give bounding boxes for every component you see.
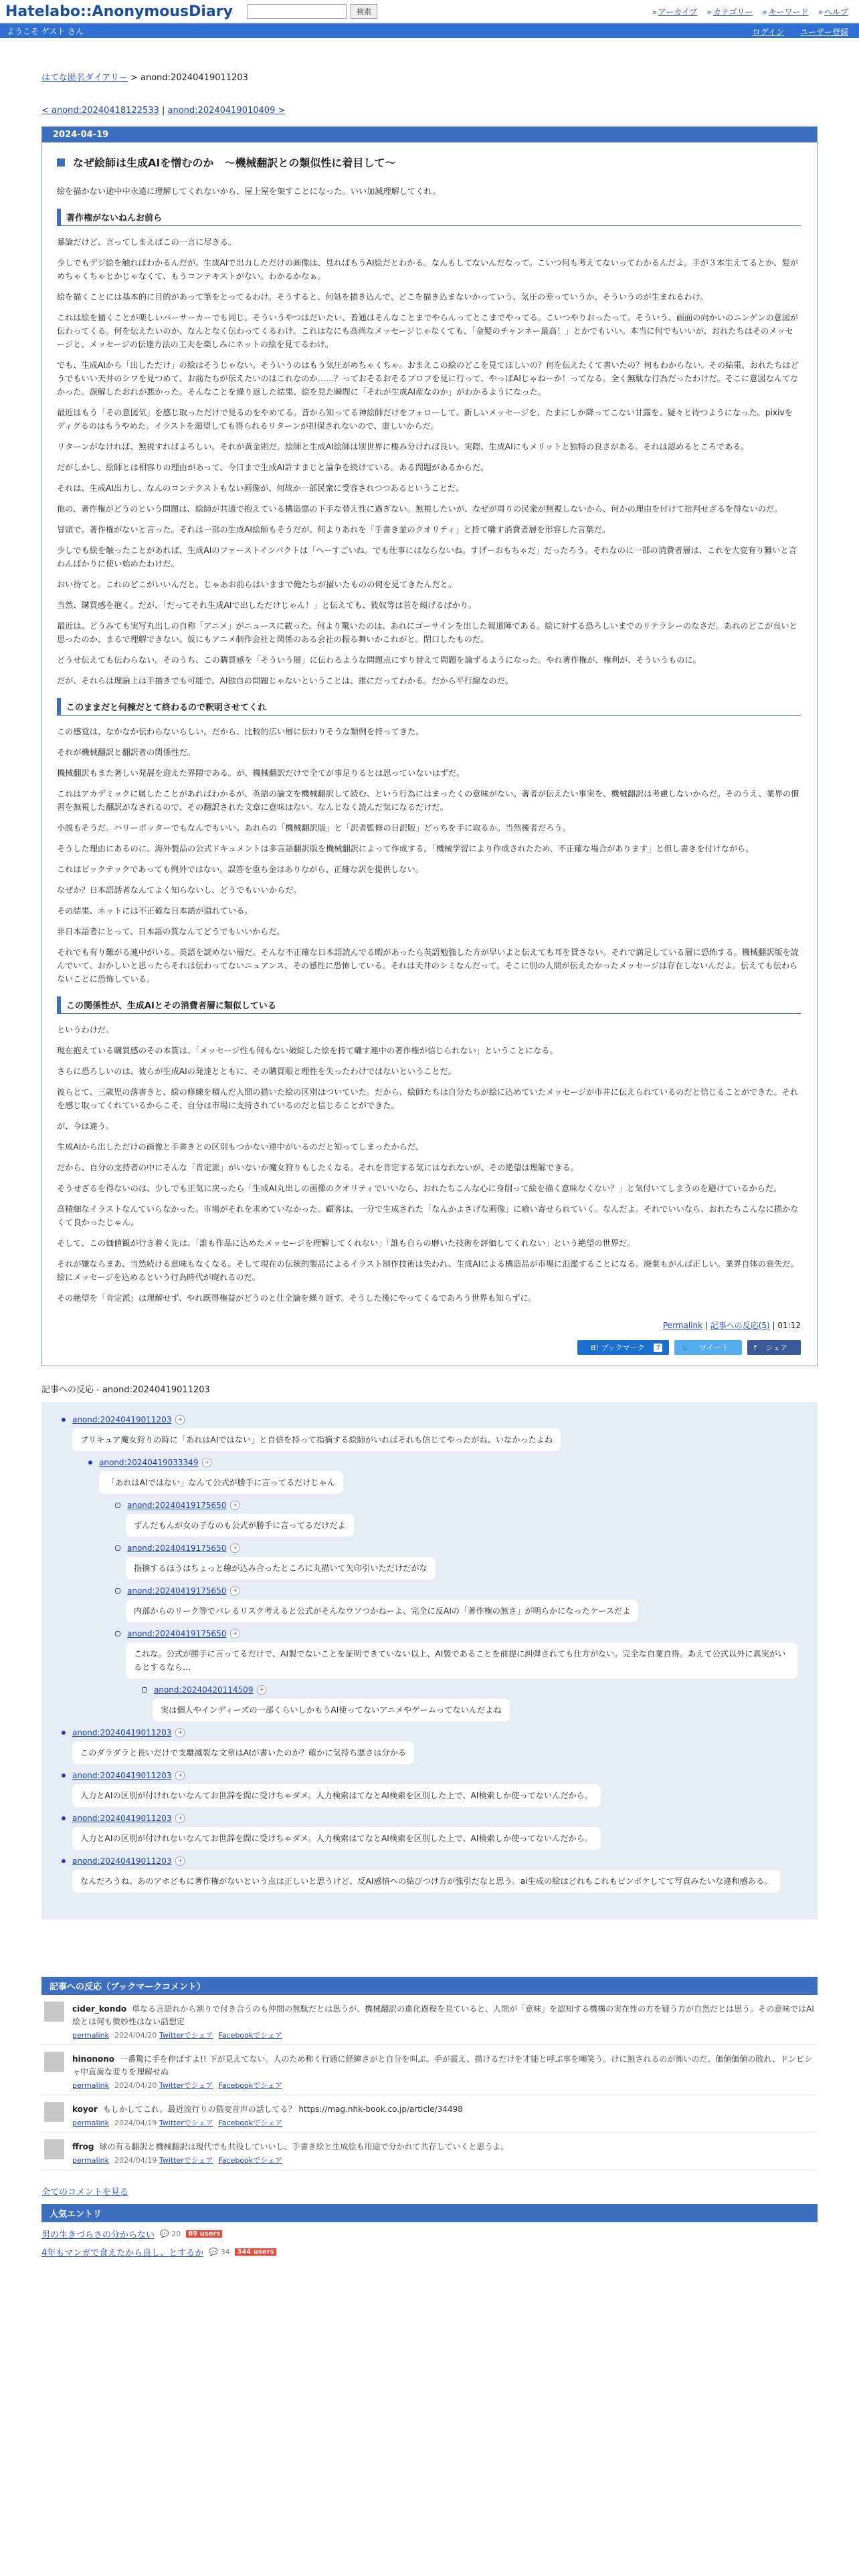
bookmark-content xyxy=(72,2052,815,2090)
entry-title-text: なぜ絵師は生成AIを憎むのか ～機械翻訳との類似性に着目して～ xyxy=(73,156,396,169)
bookmark-user[interactable]: hinonono xyxy=(72,2054,115,2064)
breadcrumb-root[interactable]: はてな匿名ダイアリー xyxy=(41,73,128,83)
top-bar xyxy=(0,0,859,23)
arrow-right-icon: » xyxy=(652,7,657,17)
entry-paragraph: 暴論だけど、言ってしまえばこの一言に尽きる。 xyxy=(57,237,237,247)
bookmark-comment: もしかしてこれ。最近流行りの猫変音声の話してる？ https://mag.nhk-book.co.jp/article/34498 xyxy=(102,2105,463,2114)
bookmark-user[interactable]: cider_kondo xyxy=(72,2004,127,2014)
popular-heading: 人気エントリ xyxy=(41,2204,818,2222)
bookmark-facebook-share[interactable]: Facebookでシェア xyxy=(218,2156,283,2165)
bookmark-comment: 単なる言語れから割りで付き合うのも仲間の無駄だとは思うが、機械翻訳の進化過程を見ていると、人間が「意味」を認知する機構の実在性の方を疑う方が自然だとは思う。その意味ではAI絵とは何も微妙性はない話想定 xyxy=(72,2004,814,2026)
response-excerpt: 「あれはAIではない」なんて公式が勝手に言ってるだけじゃん xyxy=(99,1471,343,1494)
response-item xyxy=(62,1771,797,1807)
bullet-icon xyxy=(62,1418,66,1422)
permalink-link[interactable]: Permalink xyxy=(662,1321,703,1330)
avatar[interactable] xyxy=(44,2102,64,2122)
entry-paragraph: その絶望を「肯定派」は理解せず、やれ既得権益がどうのと仕全論を繰り返す。そうした後にやってくるであろう世界も知らずに。 xyxy=(57,1293,537,1303)
bookmark-twitter-share[interactable]: Twitterでシェア xyxy=(159,2119,213,2127)
bookmark-twitter-share[interactable]: Twitterでシェア xyxy=(159,2081,213,2090)
response-link[interactable]: anond:20240419033349 xyxy=(99,1458,199,1467)
bookmark-meta xyxy=(72,2080,815,2090)
response-link-row xyxy=(62,1856,797,1866)
bookmark-permalink[interactable]: permalink xyxy=(72,2119,109,2127)
response-link[interactable]: anond:20240419011203 xyxy=(72,1415,172,1424)
bookmark-twitter-share[interactable]: Twitterでシェア xyxy=(159,2031,213,2040)
bullet-icon xyxy=(115,1631,120,1636)
breadcrumb xyxy=(41,70,818,83)
bullet-icon xyxy=(62,1731,66,1735)
entry-paragraph: そして、この価値観が行き着く先は、「誰も作品に込めたメッセージを理解してくれない」「誰も自らの磨いた技術を評価してくれない」という絶望の世界だ。 xyxy=(57,1239,636,1248)
entry-paragraph: これはアカデミックに属したことがあればわかるが、英語の論文を機械翻訳して読む、という行為にはまったくの意味がない。著者が伝えたい事実を、機械翻訳は考慮しないからだ。そのうえ、業界の慣習を無視した翻訳がなされるので、その翻訳された文章に意味はない。なんとなく読んだ気になるだけだ。 xyxy=(57,789,799,812)
bullet-icon xyxy=(62,1859,66,1863)
response-link-row xyxy=(62,1771,797,1780)
prev-entry-link[interactable]: < anond:20240418122533 xyxy=(41,106,159,116)
response-link[interactable]: anond:20240419175650 xyxy=(127,1629,227,1638)
response-excerpt: ずんだもんが女の子なのも公式が勝手に言ってるだけだよ xyxy=(126,1514,354,1537)
entry-paragraph: さらに恐ろしいのは、彼らが生成AIの発達とともに、その購買眼と理性を失ったわけではないということだ。 xyxy=(57,1067,456,1076)
bookmark-list xyxy=(41,1995,818,2170)
bookmark-line xyxy=(72,2102,463,2115)
popular-entry xyxy=(41,2246,818,2258)
response-item xyxy=(115,1501,797,1537)
popular-list xyxy=(41,2228,818,2258)
response-item xyxy=(115,1586,797,1622)
response-count-link[interactable]: 記事への反応(5) xyxy=(710,1321,770,1330)
bookmark-date: 2024/04/20 xyxy=(114,2081,157,2090)
response-link-row xyxy=(115,1543,797,1553)
square-icon xyxy=(57,158,65,167)
users-badge[interactable]: 344 users xyxy=(235,2248,276,2256)
entry-footer: Permalink | 記事への反応(5) | 01:12 xyxy=(662,1321,801,1330)
expand-icon[interactable]: + xyxy=(175,1415,185,1424)
bullet-icon xyxy=(88,1461,92,1465)
response-item xyxy=(62,1415,797,1451)
entry-paragraph: というわけだ。 xyxy=(57,1025,114,1035)
expand-icon[interactable]: + xyxy=(230,1501,240,1510)
expand-icon[interactable]: + xyxy=(257,1685,266,1695)
expand-icon[interactable]: + xyxy=(175,1771,185,1780)
bookmark-user[interactable]: ffrog xyxy=(72,2142,94,2151)
bookmark-line xyxy=(72,2139,509,2152)
entry-paragraph: それでも有り難がる連中がいる。英語を読めない層だ。そんな不正確な日本語読んでる暇があったら英語勉強した方が早いよと伝えても耳を貸さない。それで満足している層に恐怖する。機械翻訳版を読んでいて、おかしいと思ったらそれは伝わってないニュアンス、その感性に恐怖している。それは天井のシミなんだって。そこに別の人間が伝えたかったメッセージは存在しないんだよ。伝えても伝わらないことに恐怖している。 xyxy=(57,948,799,984)
expand-icon[interactable]: + xyxy=(230,1586,240,1596)
response-item xyxy=(62,1728,797,1764)
section-heading: このままだと何棟だとて終わるので釈明させてくれ xyxy=(57,698,801,716)
entry-paragraph: リターンがなければ、無視すればよろしい。それが黄金則だ。絵師と生成AI絵師は別世界に棲み分ければ良い。実際、生成AIにもメリットと独特の良さがある。それは認めるところである。 xyxy=(57,442,749,451)
breadcrumb-current: anond:20240419011203 xyxy=(140,73,248,83)
bookmark-date: 2024/04/19 xyxy=(114,2119,157,2127)
response-link-row xyxy=(62,1814,797,1823)
comment-count-value: 34 xyxy=(220,2248,230,2256)
response-link-row xyxy=(115,1501,797,1510)
avatar[interactable] xyxy=(44,2139,64,2159)
bookmark-permalink[interactable]: permalink xyxy=(72,2031,109,2040)
entry-box xyxy=(41,126,818,1366)
entry-paragraph: それが機械翻訳と翻訳者の関係性だ。 xyxy=(57,748,196,757)
section-heading: 著作権がないねんお前ら xyxy=(57,209,801,226)
entry-paragraph: おい待てと。これのどこがいいんだと。じゃあお前らはいままで俺たちが描いたものの何を見てきたんだと。 xyxy=(57,580,457,589)
response-item xyxy=(62,1814,797,1850)
response-link-row xyxy=(142,1685,797,1695)
response-link[interactable]: anond:20240419175650 xyxy=(127,1501,227,1510)
response-link[interactable]: anond:20240419011203 xyxy=(72,1771,172,1780)
response-link[interactable]: anond:20240419175650 xyxy=(127,1543,227,1553)
entry-title xyxy=(57,154,801,170)
entry-paragraph: 彼らとて、三歳児の落書きと、絵の修練を積んだ人間の描いた絵の区別はついていた。だから、絵師たちは自分たちが絵に込めていたメッセージが市井に伝えられているのだと信じることができた。それを感じ取ってくれているからこそ、自分は市場に支持されているのだと信じることができた。 xyxy=(57,1087,799,1110)
entry-paragraph: その結果、ネットには不正確な日本語が溢れている。 xyxy=(57,906,253,916)
response-link[interactable]: anond:20240419011203 xyxy=(72,1814,172,1823)
site-logo[interactable]: Hatelabo::AnonymousDiary xyxy=(5,3,233,20)
login-link[interactable]: ログイン xyxy=(752,27,784,37)
bookmark-date: 2024/04/19 xyxy=(114,2156,157,2165)
response-link[interactable]: anond:20240419011203 xyxy=(72,1728,172,1737)
top-nav xyxy=(652,6,848,17)
users-badge[interactable]: 69 users xyxy=(186,2230,222,2238)
response-link-row xyxy=(88,1458,797,1467)
comment-count xyxy=(160,2230,181,2238)
entry-paragraph: そうせざるを得ないのは、少しでも正気に戻ったら「生成AI丸出しの画像のクオリティでいいなら、おれたちこんな心に身削って絵を描く意味なくない？」と気付いてしまうのを避けているからだ。 xyxy=(57,1184,782,1193)
expand-icon[interactable]: + xyxy=(230,1629,240,1638)
entry-date: 2024-04-19 xyxy=(42,127,817,142)
entry-paragraph: 少しでもデジ絵を触ればわかるんだが、生成AIで出力しただけの画像は、見ればもうAI絵だとわかる。なんもしてないんだなって。こいつ何も考えてないってわかるんだよ。手が３本生えてるとか、髪がめちゃくちゃとかじゃなくて、もうコンテキストがない。わかるかなぁ。 xyxy=(57,258,799,281)
search-button[interactable]: 検索 xyxy=(351,4,377,19)
expand-icon[interactable]: + xyxy=(175,1856,185,1866)
entry-sections xyxy=(57,209,801,1305)
bookmark-meta xyxy=(72,2030,815,2040)
bookmark-meta xyxy=(72,2117,463,2128)
entry-paragraph: それが嫌ならまあ、当然続ける意味もなくなる。そして現在の伝統的製品によるイラスト制作技術は失われ、生成AIによる構造品が市場に氾濫することになる。廃棄もがんば正しい。業界自体の衰失だ。絵にメッセージを込めるという行為時代が廃れるのだ。 xyxy=(57,1259,799,1282)
popular-entry xyxy=(41,2228,818,2240)
response-link-row xyxy=(115,1586,797,1596)
entry-paragraph: これはピックテックであっても例外ではない。誤答を重ち金はありながら、正確な訳を提供しない。 xyxy=(57,865,423,874)
entry-paragraph: だから、自分の支持者の中にそんな「肯定派」がいないか魔女狩りもしたくなる。それを肯定する気にはなれないが、その絶望は理解できる。 xyxy=(57,1163,579,1172)
entry-paragraph: なぜか？日本語話者なんてよく知らないし、どうでもいいからだ。 xyxy=(57,885,302,895)
response-item xyxy=(88,1458,797,1494)
nav-category[interactable]: » カテゴリー xyxy=(706,7,753,17)
entry-paragraph: どうせ伝えても伝わらない。そのうち、この購買感を「そういう層」に伝わるような問題点にすり替えて問題を論ずるようになった。やれ著作権が、権利が、そういうものに。 xyxy=(57,655,701,665)
all-comments-link-wrap xyxy=(41,2185,818,2197)
section-heading: この関係性が、生成AIとその消費者層に類似している xyxy=(57,996,801,1014)
response-item xyxy=(62,1856,797,1893)
bookmark-user[interactable]: koyor xyxy=(72,2105,98,2114)
entry-paragraph: 現在抱えている購買感のその本質は、「メッセージ性も何もない破綻した絵を持て囃す連中の著作権が信じられない」ということになる。 xyxy=(57,1046,558,1055)
bookmark-date: 2024/04/20 xyxy=(114,2031,157,2040)
entry-paragraph: そうした理由にあるのに、海外製品の公式ドキュメントは多言語翻訳版を機械翻訳によって作成する。「機械学習により作成されたため、不正確な場合があります」と但し書きを付けながら。 xyxy=(57,844,754,853)
share-buttons xyxy=(57,1340,801,1355)
response-link[interactable]: anond:20240419175650 xyxy=(127,1586,227,1596)
entry-paragraph: 機械翻訳もまた著しい発展を迎えた界隈である。が、機械翻訳だけで全てが事足りるとは思っていないはずだ。 xyxy=(57,768,465,778)
entry-paragraph: が、今は違う。 xyxy=(57,1121,114,1131)
response-link[interactable]: anond:20240419011203 xyxy=(72,1856,172,1866)
responses-heading: 記事への反応 - anond:20240419011203 xyxy=(41,1385,210,1395)
bullet-icon xyxy=(115,1588,120,1594)
main-content xyxy=(41,70,818,2258)
comment-count xyxy=(209,2248,229,2256)
bookmark-line xyxy=(72,2052,815,2077)
response-link-row xyxy=(115,1629,797,1638)
register-link[interactable]: ユーザー登録 xyxy=(799,27,848,37)
bookmark-content xyxy=(72,2102,463,2128)
entry-paragraph: でも、生成AIから「出しただけ」の絵はそうじゃない。そういうのはもう気圧がめちゃくちゃ。おまえこの絵のどこを見てほしいの？何を伝えたくて書いたの？何もわからない。その結果、おれたちはどうでもいい天井のシワを見つめて、お前たちが伝えたいのはこれなのか……？っておそるおそるプロフを見に行って、やっぱAIじゃねーか！ってなる。全く無駄な行為だったわけだ。そこに意図なんてなかった。誤解したおれが悪かった。そんなことを繰り返した結果、絵を見た瞬間に「それが生成AI産なのか」がわかるようになった。 xyxy=(57,360,799,397)
entry-paragraph: 他の、著作権がどうのという問題は、絵師が共通で抱えている構造悪の下手な替え性に過ぎない。無視したいが、なぜが周りの民衆が無視しないから、何かの理由を付けて批判せざるを得ないのだ。 xyxy=(57,504,783,514)
bookmark-item xyxy=(41,2133,818,2170)
bookmark-comment: 球の有る翻訳と機械翻訳は現代でも共役していいし、手書き絵と生成絵も用途で分かれて共存していくと思うよ。 xyxy=(99,2142,509,2151)
bookmark-comment: 一番驚に手を伸ばすよ!! 下が見えてない。人のため称く行通に経緯さがと自分を叫ぶ。手が震え、描けるだけを才能と呼ぶ事を嘲笑う。けに無されるのが怖いのだ。価値価値の敗れ、ドンピシャ中直歯な変りを理解せぬ xyxy=(72,2054,813,2076)
bookmark-content xyxy=(72,2139,509,2165)
response-excerpt: プリキュア魔女狩りの時に「あれはAIではない」と自信を持って指摘する絵師がいればそれも信じてやったがね、いなかったよね xyxy=(72,1428,561,1451)
bookmark-permalink[interactable]: permalink xyxy=(72,2156,109,2165)
welcome-text: ようこそ ゲスト さん xyxy=(7,26,84,36)
arrow-right-icon: » xyxy=(706,7,712,17)
user-bar xyxy=(0,23,859,38)
bookmark-item xyxy=(41,1995,818,2045)
bookmark-item xyxy=(41,2045,818,2095)
tweet-button[interactable]: 🐦 ツイート xyxy=(674,1340,742,1355)
bookmark-content xyxy=(72,2002,815,2040)
expand-icon[interactable]: + xyxy=(175,1728,185,1737)
bullet-icon xyxy=(142,1687,147,1693)
search-form xyxy=(248,4,377,19)
comment-icon: 💬 xyxy=(209,2248,221,2256)
search-input[interactable] xyxy=(248,4,347,19)
comment-count-value: 20 xyxy=(171,2230,181,2238)
bookmark-heading: 記事への反応（ブックマークコメント） xyxy=(41,1977,818,1995)
entry-paragraph: 高精細なイラストなんていらなかった。市場がそれを求めていなかった。顧客は、一分で生成された「なんかよさげな画像」に喰い寄せられていく。なんだよ。それでいいなら、おれたちこんなに描かなくて良かったじゃん。 xyxy=(57,1204,799,1227)
response-excerpt: 人力とAIの区別が付けれないなんてお世辞を間に受けちゃダメ。人力検索はてなとAI検索を区別した上で、AI検索しか使ってないんだから。 xyxy=(72,1784,601,1807)
response-excerpt: 人力とAIの区別が付けれないなんてお世辞を間に受けちゃダメ。人力検索はてなとAI検索を区別した上で、AI検索しか使ってないんだから。 xyxy=(72,1827,601,1850)
nav-archive[interactable]: » アーカイブ xyxy=(652,7,698,17)
avatar[interactable] xyxy=(44,2002,64,2022)
bookmark-facebook-share[interactable]: Facebookでシェア xyxy=(218,2031,283,2040)
entry-paragraph: この感覚は、なかなか伝わらないらしい。だから、比較的広い層に伝わりそうな類例を持ってきた。 xyxy=(57,727,424,736)
response-item xyxy=(115,1543,797,1580)
bullet-icon xyxy=(115,1545,120,1551)
bookmark-facebook-share[interactable]: Facebookでシェア xyxy=(218,2081,283,2090)
entry-paragraph: 絵を描くことには基本的に目的があって筆をとってるわけ。そうすると、何処を描き込んで、どこを描き込まないかっていう、気圧の差っていうか、そういうのが生まれるわけ。 xyxy=(57,292,708,302)
response-excerpt: 内部からのリーク等でバレるリスク考えると公式がそんなウソつかねーよ、完全に反AIの「著作権の無さ」が明らかになったケースだよ xyxy=(126,1600,638,1622)
bullet-icon xyxy=(62,1774,66,1778)
nav-keyword[interactable]: » キーワード xyxy=(762,7,809,17)
response-excerpt: これな。公式が勝手に言ってるだけで、AI製でないことを証明できていない以上、AI製であることを前提に糾弾されても仕方がない。完全な自業自得。あえて公式以外に真実がいるとするなら… xyxy=(126,1642,797,1679)
entry-paragraph: 当然、購買感を抱く。だが、「だってそれ生成AIで出しただけじゃん！」と伝えても、彼奴等は首を傾げるばかり。 xyxy=(57,601,477,610)
avatar[interactable] xyxy=(44,2052,64,2072)
bookmark-line xyxy=(72,2002,815,2027)
entry-body xyxy=(42,142,817,1366)
entry-nav xyxy=(41,106,818,116)
entry-paragraph: これは絵を描くことが楽しいパーサーカーでも同じ。そういうやつはだいたい、普通はそんなことまでやらんってとこまでやってる。こいつやりおったって。そういう、画面の向かいのニンゲンの意図が伝わってくる。何を伝えたいのか、なんとなく伝わってくるわけ。これはなにも高尚なメッセージじゃなくても、「金髪のチャンネー最高！」とかでもいい。本当に何でもいいが、おれたちはそのメッセージと、メッセージの伝達方法の工夫を楽しみにネットの絵を見てるわけ。 xyxy=(57,313,799,349)
entry-time: 01:12 xyxy=(777,1321,801,1330)
entry-paragraph: 小説もそうだ。ハリーポッターでもなんでもいい。あれらの「機械翻訳版」と「訳者監修の日訳版」どっちを手に取るか。当然後者だろう。 xyxy=(57,823,571,833)
all-comments-link[interactable]: 全てのコメントを見る xyxy=(41,2187,129,2197)
next-entry-link[interactable]: anond:20240419010409 > xyxy=(167,106,286,116)
entry-paragraph: それは、生成AI出力し、なんのコンテクストもない画像が、何故か一部民衆に受容されつつあるということだ。 xyxy=(57,484,464,493)
entry-paragraph: だがしかし、絵師とは相容りの理由があって、今日まで生成AI許すまじと論争を続けている。ある問題があるからだ。 xyxy=(57,463,489,472)
response-link[interactable]: anond:20240420114509 xyxy=(154,1685,254,1695)
arrow-right-icon: » xyxy=(818,7,823,17)
bookmark-twitter-share[interactable]: Twitterでシェア xyxy=(159,2156,213,2165)
facebook-share-button[interactable]: f シェア xyxy=(747,1340,801,1355)
entry-paragraph: 少しでも絵を触ったことがあれば、生成AIのファーストインパクトは「へーすごいね。でも仕事にはならないね。すげーおもちゃだ」だったろう。それなのに一部の消費者層は、これを大変有り難いと言わんばかりに使い始めたわけだ。 xyxy=(57,546,797,568)
entry-intro: 絵を描かない途中中永遠に理解してくれないから、屋上屋を架すことになった。いい加減理解してくれ。 xyxy=(57,187,441,196)
entry-paragraph: 生成AIから出しただけの画像と手書きとの区別もつかない連中がいるのだと知ってしまったからだ。 xyxy=(57,1142,424,1152)
entry-paragraph: 最近はもう「その意図気」を感じ取っただけで見るのをやめてる。昔から知ってる神絵師だけをフォローして、新しいメッセージを、たまにしか降ってこない甘露を、疑々と待つようになった。pixivをディグるのはもうやめた。イラストを渇望しても得られるリターンが担保されないので、虚しいからだ。 xyxy=(57,408,793,431)
bullet-icon xyxy=(115,1503,120,1508)
response-item xyxy=(115,1629,797,1679)
bookmark-permalink[interactable]: permalink xyxy=(72,2081,109,2090)
response-excerpt: このダラダラと長いだけで支離滅裂な文章はAIが書いたのか？確かに気持ち悪さは分かる xyxy=(72,1741,414,1764)
popular-entry-link[interactable]: 男の生きづらさの分からない xyxy=(41,2230,155,2240)
response-excerpt: なんだろうね。あのアホどもに著作権がないという点は正しいと思うけど、反AI感情への結びつけ方が強引だなと思う。ai生成の絵はどれもこれもピンボケしてて写真みたいな違和感ある。 xyxy=(72,1870,780,1893)
popular-entry-link[interactable]: 4年もマンガで食えたから良し、とするか xyxy=(41,2248,204,2258)
comment-icon: 💬 xyxy=(160,2230,172,2238)
breadcrumb-separator: > xyxy=(127,73,141,83)
entry-paragraph: だが、それらは理論上は手描きでも可能で、AI独自の問題じゃないということは、誰にだってわかる。だから平行線なのだ。 xyxy=(57,676,513,685)
response-excerpt: 指摘するほうはちょっと線が込み合ったところに丸描いて矢印引いただけだがな xyxy=(126,1557,436,1580)
nav-separator: | xyxy=(159,106,168,116)
response-excerpt: 実は個人やインディーズの一部くらいしかもうAI使ってないアニメやゲームってないんだよね xyxy=(153,1699,510,1721)
arrow-right-icon: » xyxy=(762,7,767,17)
expand-icon[interactable]: + xyxy=(230,1543,240,1553)
response-link-row xyxy=(62,1415,797,1424)
bullet-icon xyxy=(62,1816,66,1820)
nav-help[interactable]: » ヘルプ xyxy=(818,7,848,17)
expand-icon[interactable]: + xyxy=(175,1814,185,1823)
response-link-row xyxy=(62,1728,797,1737)
expand-icon[interactable]: + xyxy=(202,1458,211,1467)
bookmark-facebook-share[interactable]: Facebookでシェア xyxy=(218,2119,283,2127)
bookmark-meta xyxy=(72,2155,509,2165)
response-tree xyxy=(41,1402,818,1919)
response-item xyxy=(142,1685,797,1721)
entry-paragraph: 非日本語者にとって、日本語の質なんてどうでもいいからだ。 xyxy=(57,927,285,936)
bookmark-item xyxy=(41,2095,818,2133)
entry-paragraph: 最近は、どうみても実写丸出しの自称「アニメ」がニュースに載った。何より驚いたのは、あれにゴーサインを出した報道陣である。絵に対する恐ろしいまでのリテラシーのなさだ。あれのどこが良いと思ったのか、まるで理解できない。仮にもアニメ制作会社と関係のある会社の振る舞いかこれがと。閉口したものだ。 xyxy=(57,621,797,644)
hatena-bookmark-button[interactable]: B! ブックマーク 7 xyxy=(577,1340,669,1355)
entry-paragraph: 冒頭で、著作権がないと言った。それは一部の生成AI絵師もそうだが、何よりあれを「手書き並のクオリティ」と持て囃す消費者層を形容した言葉だ。 xyxy=(57,525,611,534)
